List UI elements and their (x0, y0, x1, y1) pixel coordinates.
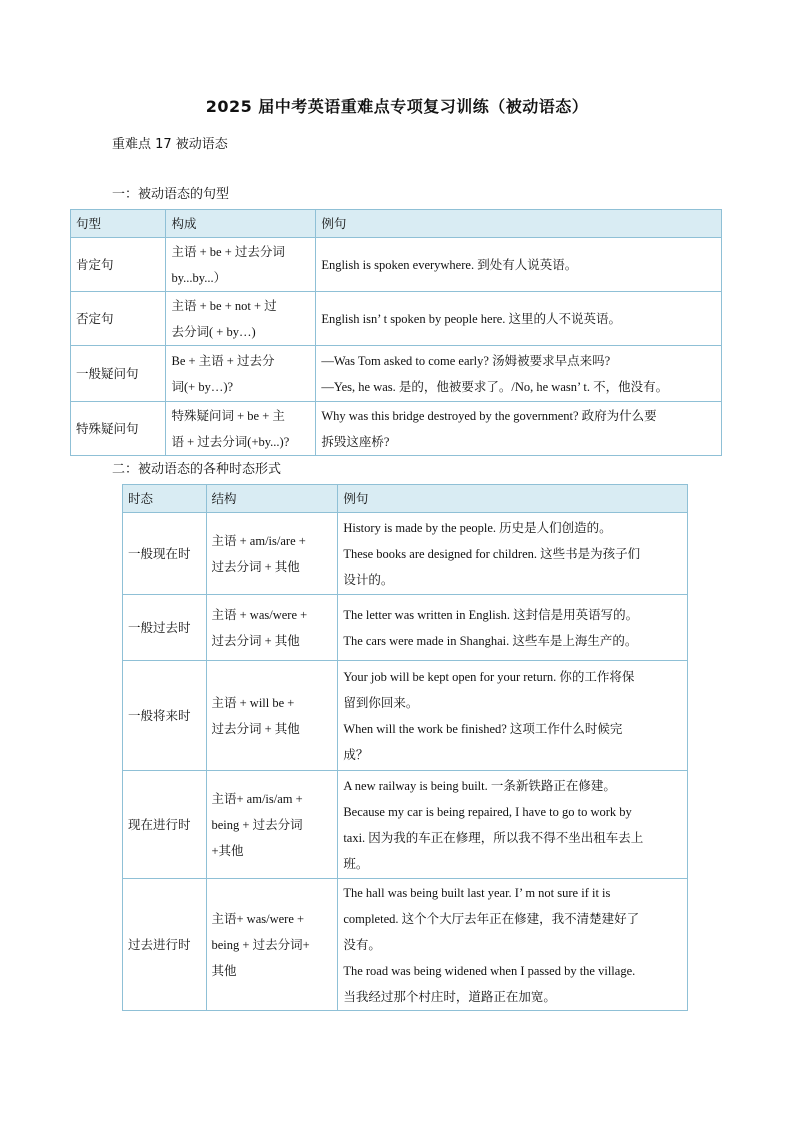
form-cell: 特殊疑问词 + be + 主 语 + 过去分词(+by...)? (166, 402, 316, 456)
form-cell: Be + 主语 + 过去分 词(+ by…)? (166, 346, 316, 402)
pattern-cell: 特殊疑问句 (71, 402, 166, 456)
example-cell: English is spoken everywhere. 到处有人说英语。 (316, 238, 722, 292)
example-cell: History is made by the people. 历史是人们创造的。 These books are designed for children. 这些书是为孩子们 设计的。 (338, 513, 688, 595)
pattern-cell: 否定句 (71, 292, 166, 346)
section1-heading: 一：被动语态的句型 (112, 187, 230, 202)
table-row (123, 595, 688, 661)
header-example: 例句 (338, 485, 688, 513)
structure-cell: 主语 + am/is/are + 过去分词 + 其他 (206, 513, 338, 595)
tense-cell: 一般将来时 (123, 661, 207, 771)
table-row (123, 879, 688, 1011)
example-cell: The letter was written in English. 这封信是用英语写的。 The cars were made in Shanghai. 这些车是上海生产的。 (338, 595, 688, 661)
structure-cell: 主语 + was/were + 过去分词 + 其他 (206, 595, 338, 661)
table-row (123, 513, 688, 595)
example-cell: —Was Tom asked to come early? 汤姆被要求早点来吗? —Yes, he was. 是的，他被要求了。/No, he wasn’ t. 不，他没有。 (316, 346, 722, 402)
sentence-pattern-table (70, 209, 722, 456)
structure-cell: 主语+ was/were + being + 过去分词+ 其他 (206, 879, 338, 1011)
example-cell: The hall was being built last year. I’ m not sure if it is completed. 这个个大厅去年正在修建，我不清楚建好了 没有。 The road was being widened when I passed by the village. 当我经过那个村庄时，道路正在加宽。 (338, 879, 688, 1011)
structure-cell: 主语+ am/is/am + being + 过去分词 +其他 (206, 771, 338, 879)
tense-cell: 一般现在时 (123, 513, 207, 595)
example-cell: A new railway is being built. 一条新铁路正在修建。 Because my car is being repaired, I have to go to work by taxi. 因为我的车正在修理，所以我不得不坐出租车去上 班。 (338, 771, 688, 879)
table-header-row (123, 485, 688, 513)
tense-cell: 一般过去时 (123, 595, 207, 661)
table-row (123, 771, 688, 879)
header-structure: 结构 (206, 485, 338, 513)
header-tense: 时态 (123, 485, 207, 513)
table-row (71, 238, 722, 292)
table-row (123, 661, 688, 771)
table-row (71, 292, 722, 346)
tense-form-table (122, 484, 688, 1011)
example-cell: English isn’ t spoken by people here. 这里的人不说英语。 (316, 292, 722, 346)
tense-cell: 现在进行时 (123, 771, 207, 879)
section2-heading: 二：被动语态的各种时态形式 (112, 462, 282, 477)
header-form: 构成 (166, 210, 316, 238)
table-row (71, 346, 722, 402)
subtitle: 重难点 17 被动语态 (112, 137, 228, 152)
form-cell: 主语 + be + not + 过 去分词( + by…) (166, 292, 316, 346)
tense-cell: 过去进行时 (123, 879, 207, 1011)
structure-cell: 主语 + will be + 过去分词 + 其他 (206, 661, 338, 771)
pattern-cell: 一般疑问句 (71, 346, 166, 402)
document-title: 2025 届中考英语重难点专项复习训练（被动语态） (205, 97, 589, 116)
example-cell: Why was this bridge destroyed by the government? 政府为什么要 拆毁这座桥? (316, 402, 722, 456)
table-row (71, 402, 722, 456)
pattern-cell: 肯定句 (71, 238, 166, 292)
header-pattern: 句型 (71, 210, 166, 238)
example-cell: Your job will be kept open for your return. 你的工作将保 留到你回来。 When will the work be finished? 这项工作什么时候完 成？ (338, 661, 688, 771)
header-example: 例句 (316, 210, 722, 238)
table-header-row (71, 210, 722, 238)
form-cell: 主语 + be + 过去分词 by...by...） (166, 238, 316, 292)
